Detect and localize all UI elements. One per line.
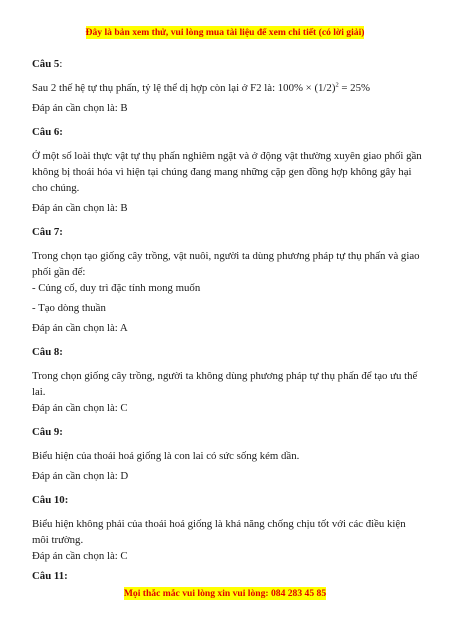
question-7-solution: Trong chọn tạo giống cây trồng, vật nuôi, người ta dùng phương pháp tự thụ phấn và giao phối gần để: (32, 250, 420, 278)
question-6-heading: Câu 6: (32, 126, 63, 138)
preview-notice-banner (0, 27, 450, 38)
question-5-answer: Đáp án cần chọn là: B (32, 102, 128, 114)
question-7-bullet-1: - Củng cố, duy trì đặc tính mong muốn (32, 282, 201, 294)
question-8-answer: Đáp án cần chọn là: C (32, 402, 128, 414)
exponent: 2 (335, 81, 339, 89)
question-10-heading: Câu 10: (32, 494, 69, 506)
question-8-solution: Trong chọn giống cây trồng, người ta không dùng phương pháp tự thụ phấn để tạo ưu thế lai. (32, 370, 418, 398)
question-7-bullet-2: - Tạo dòng thuần (32, 302, 106, 314)
contact-notice-banner (0, 588, 450, 599)
question-10-solution: Biểu hiện không phải của thoái hoá giống là khả năng chống chịu tốt với các điều kiện môi trường. (32, 518, 406, 546)
question-6-answer: Đáp án cần chọn là: B (32, 202, 128, 214)
question-6-solution: Ở một số loài thực vật tự thụ phấn nghiêm ngặt và ở động vật thường xuyên giao phối gần không bị thoái hóa vì hiện tại chúng đang mang những cặp gen đồng hợp không gây hại cho chúng. (32, 150, 422, 194)
question-8-heading: Câu 8: (32, 346, 63, 358)
question-10-answer: Đáp án cần chọn là: C (32, 550, 128, 562)
question-5-heading: Câu 5: (32, 58, 63, 70)
preview-notice-text: Đây là bản xem thử, vui lòng mua tài liệu để xem chi tiết (có lời giải) (85, 27, 365, 38)
question-9-answer: Đáp án cần chọn là: D (32, 470, 129, 482)
contact-notice-text: Mọi thắc mắc vui lòng xin vui lòng: 084 283 45 85 (123, 588, 327, 599)
question-9-solution: Biểu hiện của thoái hoá giống là con lai có sức sống kém dần. (32, 450, 300, 462)
question-5-solution: Sau 2 thế hệ tự thụ phấn, tỷ lệ thể dị hợp còn lại ở F2 là: $100\% \times (1/2)^2 = 25\%$ (32, 81, 370, 94)
question-7-answer: Đáp án cần chọn là: A (32, 322, 128, 334)
question-7-heading: Câu 7: (32, 226, 63, 238)
question-9-heading: Câu 9: (32, 426, 63, 438)
question-11-heading: Câu 11: (32, 570, 68, 582)
